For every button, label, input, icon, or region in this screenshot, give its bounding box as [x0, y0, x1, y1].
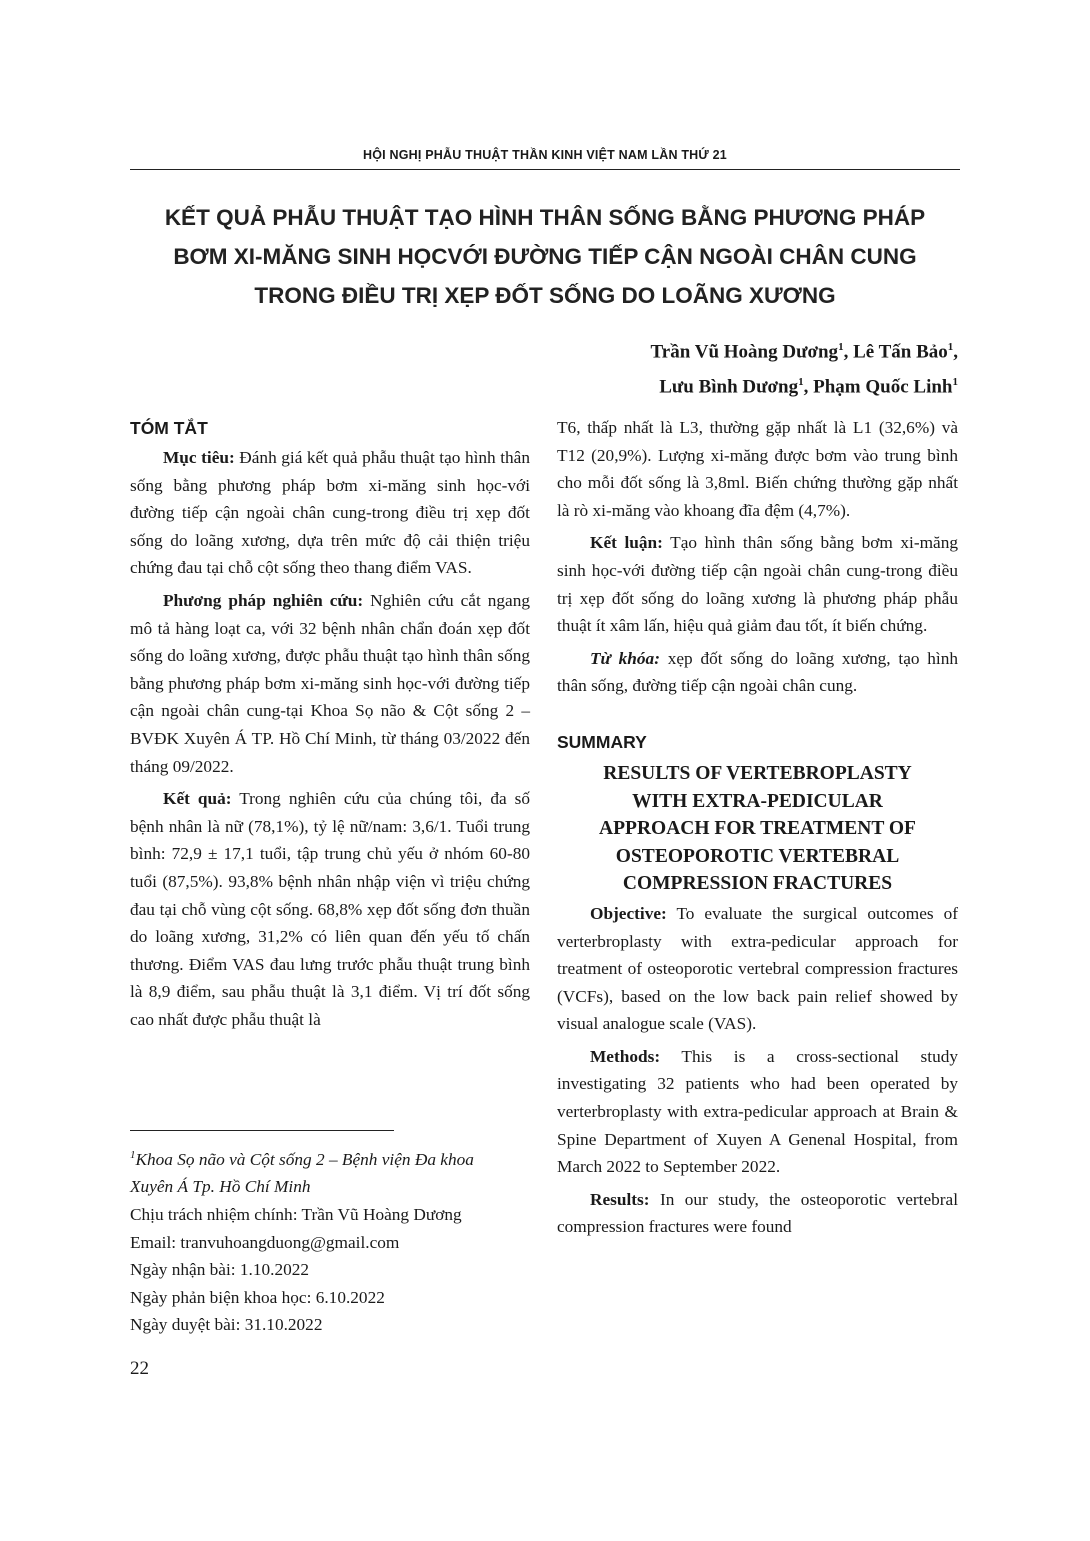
- english-title-line: RESULTS OF VERTEBROPLASTY: [603, 762, 912, 784]
- affiliation-mark: 1: [130, 1149, 136, 1161]
- author-affiliation-mark: 1: [952, 376, 958, 389]
- header-rule: [130, 169, 960, 170]
- conclusion-label: Kết luận:: [590, 533, 663, 553]
- email-line: Email: tranvuhoangduong@gmail.com: [130, 1232, 400, 1252]
- english-title-line: APPROACH FOR TREATMENT OF: [599, 818, 916, 840]
- results-text: Trong nghiên cứu của chúng tôi, đa số bệnh nhân là nữ (78,1%), tỷ lệ nữ/nam: 3,6/1. Tuổi trung bình: 72,9 ± 17,1 tuổi, tập trung chủ yếu ở nhóm 60-80 tuổi (87,5%). 93,8% bệnh nhân nhập viện vì triệu chứng đau tại chỗ vùng cột sống. 68,8% xẹp đốt sống đơn thuần do loãng xương, 31,2% có liên quan đến yếu tố chấn thương. Điểm VAS đau lưng trước phẫu thuật trung bình là 8,9 điểm, sau phẫu thuật là 3,1 điểm. Vị trí đốt sống cao nhất được phẫu thuật là: [130, 789, 530, 1029]
- results-label: Kết quả:: [163, 789, 232, 809]
- en-objective-text: To evaluate the surgical outcomes of verterbroplasty with extra-pedicular approach for treatment of osteoporotic vertebral compression fractures (VCFs), based on the low back pain relief showed by visual analogue scale (VAS).: [557, 903, 958, 1034]
- keywords-text: xẹp đốt sống do loãng xương, tạo hình thân sống, đường tiếp cận ngoài chân cung.: [557, 648, 958, 696]
- conclusion-text: Tạo hình thân sống bằng bơm xi-măng sinh học-với đường tiếp cận ngoài chân cung-trong điều trị xẹp đốt sống do loãng xương là phương pháp phẫu thuật ít xâm lấn, hiệu quả giảm đau tốt, ít biến chứng.: [557, 533, 959, 636]
- methods-paragraph: [130, 587, 530, 780]
- english-title: [557, 760, 958, 898]
- author-line: [520, 332, 958, 367]
- title-line: TRONG ĐIỀU TRỊ XẸP ĐỐT SỐNG DO LOÃNG XƯƠNG: [254, 283, 836, 308]
- footnote-rule: [130, 1130, 394, 1131]
- objective-text: Đánh giá kết quả phẫu thuật tạo hình thân sống bằng phương pháp bơm xi-măng sinh học-với đường tiếp cận ngoài chân cung-trong điều trị xẹp đốt sống do loãng xương, dựa trên mức độ cải thiện triệu chứng đau tại chỗ cột sống theo thang điểm VAS.: [130, 448, 530, 578]
- english-title-line: COMPRESSION FRACTURES: [622, 873, 893, 895]
- author-affiliation-mark: 1: [838, 341, 844, 353]
- left-column: [130, 414, 530, 1038]
- author-name: Phạm Quốc Linh: [813, 376, 953, 398]
- article-title: [100, 198, 990, 315]
- author-name: Trần Vũ Hoàng Dương: [650, 341, 839, 363]
- author-name: Lưu Bình Dương: [659, 376, 799, 398]
- author-list: [520, 332, 958, 403]
- conclusion-paragraph: [557, 529, 958, 639]
- affiliation-text: Khoa Sọ não và Cột sống 2 – Bệnh viện Đa khoa: [135, 1149, 474, 1169]
- en-results-label: Results:: [590, 1189, 650, 1209]
- author-affiliation-mark: 1: [947, 341, 954, 353]
- affiliation-line: [130, 1142, 530, 1173]
- author-separator: ,: [843, 341, 854, 363]
- title-line: BƠM XI-MĂNG SINH HỌCVỚI ĐƯỜNG TIẾP CẬN NGOÀI CHÂN CUNG: [173, 244, 917, 269]
- page-number: 22: [130, 1358, 149, 1379]
- english-title-line: OSTEOPOROTIC VERTEBRAL: [615, 845, 900, 867]
- right-column: [557, 414, 958, 1246]
- methods-label: Phương pháp nghiên cứu:: [163, 590, 364, 610]
- en-methods-paragraph: [557, 1043, 958, 1181]
- corresponding-author: Chịu trách nhiệm chính: Trần Vũ Hoàng Dương: [130, 1204, 462, 1224]
- author-name: Lê Tấn Bảo: [853, 341, 948, 363]
- en-results-text: In our study, the osteoporotic vertebral compression fractures were found: [557, 1189, 958, 1237]
- english-title-line: WITH EXTRA-PEDICULAR: [632, 790, 883, 812]
- author-separator: ,: [803, 376, 814, 398]
- title-line: KẾT QUẢ PHẪU THUẬT TẠO HÌNH THÂN SỐNG BẰNG PHƯƠNG PHÁP: [164, 205, 926, 230]
- results-continued: T6, thấp nhất là L3, thường gặp nhất là L1 (32,6%) và T12 (20,9%). Lượng xi-măng được bơm vào trung bình cho mỗi đốt sống là 3,8ml. Biến chứng thường gặp nhất là rò xi-măng vào khoang đĩa đệm (4,7%).: [557, 418, 958, 520]
- en-objective-paragraph: [557, 900, 958, 1038]
- author-affiliation-mark: 1: [798, 376, 804, 389]
- footnotes: [130, 1142, 530, 1339]
- abstract-heading: TÓM TẮT: [130, 418, 208, 438]
- keywords-paragraph: [557, 645, 958, 700]
- accepted-date: Ngày duyệt bài: 31.10.2022: [130, 1315, 323, 1335]
- results-paragraph: [130, 785, 530, 1033]
- review-date: Ngày phản biện khoa học: 6.10.2022: [130, 1287, 385, 1307]
- en-methods-text: This is a cross-sectional study investigating 32 patients who had been operated by verterbroplasty with extra-pedicular approach at Brain & Spine Department of Xuyen A Genenal Hospital, from March 2022 to September 2022.: [557, 1046, 958, 1177]
- en-results-paragraph: [557, 1186, 958, 1241]
- en-objective-label: Objective:: [590, 903, 667, 923]
- received-date: Ngày nhận bài: 1.10.2022: [130, 1260, 310, 1280]
- methods-text: Nghiên cứu cắt ngang mô tả hàng loạt ca, với 32 bệnh nhân chẩn đoán xẹp đốt sống do loãng xương, được phẫu thuật tạo hình thân sống bằng phương pháp bơm xi-măng sinh học-với đường tiếp cận ngoài chân cung-tại Khoa Sọ não & Cột sống 2 – BVĐK Xuyên Á TP. Hồ Chí Minh, từ tháng 03/2022 đến tháng 09/2022.: [130, 590, 530, 776]
- en-methods-label: Methods:: [590, 1046, 661, 1066]
- affiliation-line: Xuyên Á Tp. Hồ Chí Minh: [130, 1177, 311, 1197]
- summary-heading: SUMMARY: [557, 731, 647, 752]
- author-separator: ,: [953, 341, 958, 363]
- running-header: HỘI NGHỊ PHẪU THUẬT THẦN KINH VIỆT NAM LẦN THỨ 21: [363, 148, 727, 162]
- author-line: [520, 367, 958, 402]
- objective-paragraph: [130, 444, 530, 582]
- keywords-label: Từ khóa:: [590, 648, 660, 668]
- objective-label: Mục tiêu:: [163, 448, 235, 467]
